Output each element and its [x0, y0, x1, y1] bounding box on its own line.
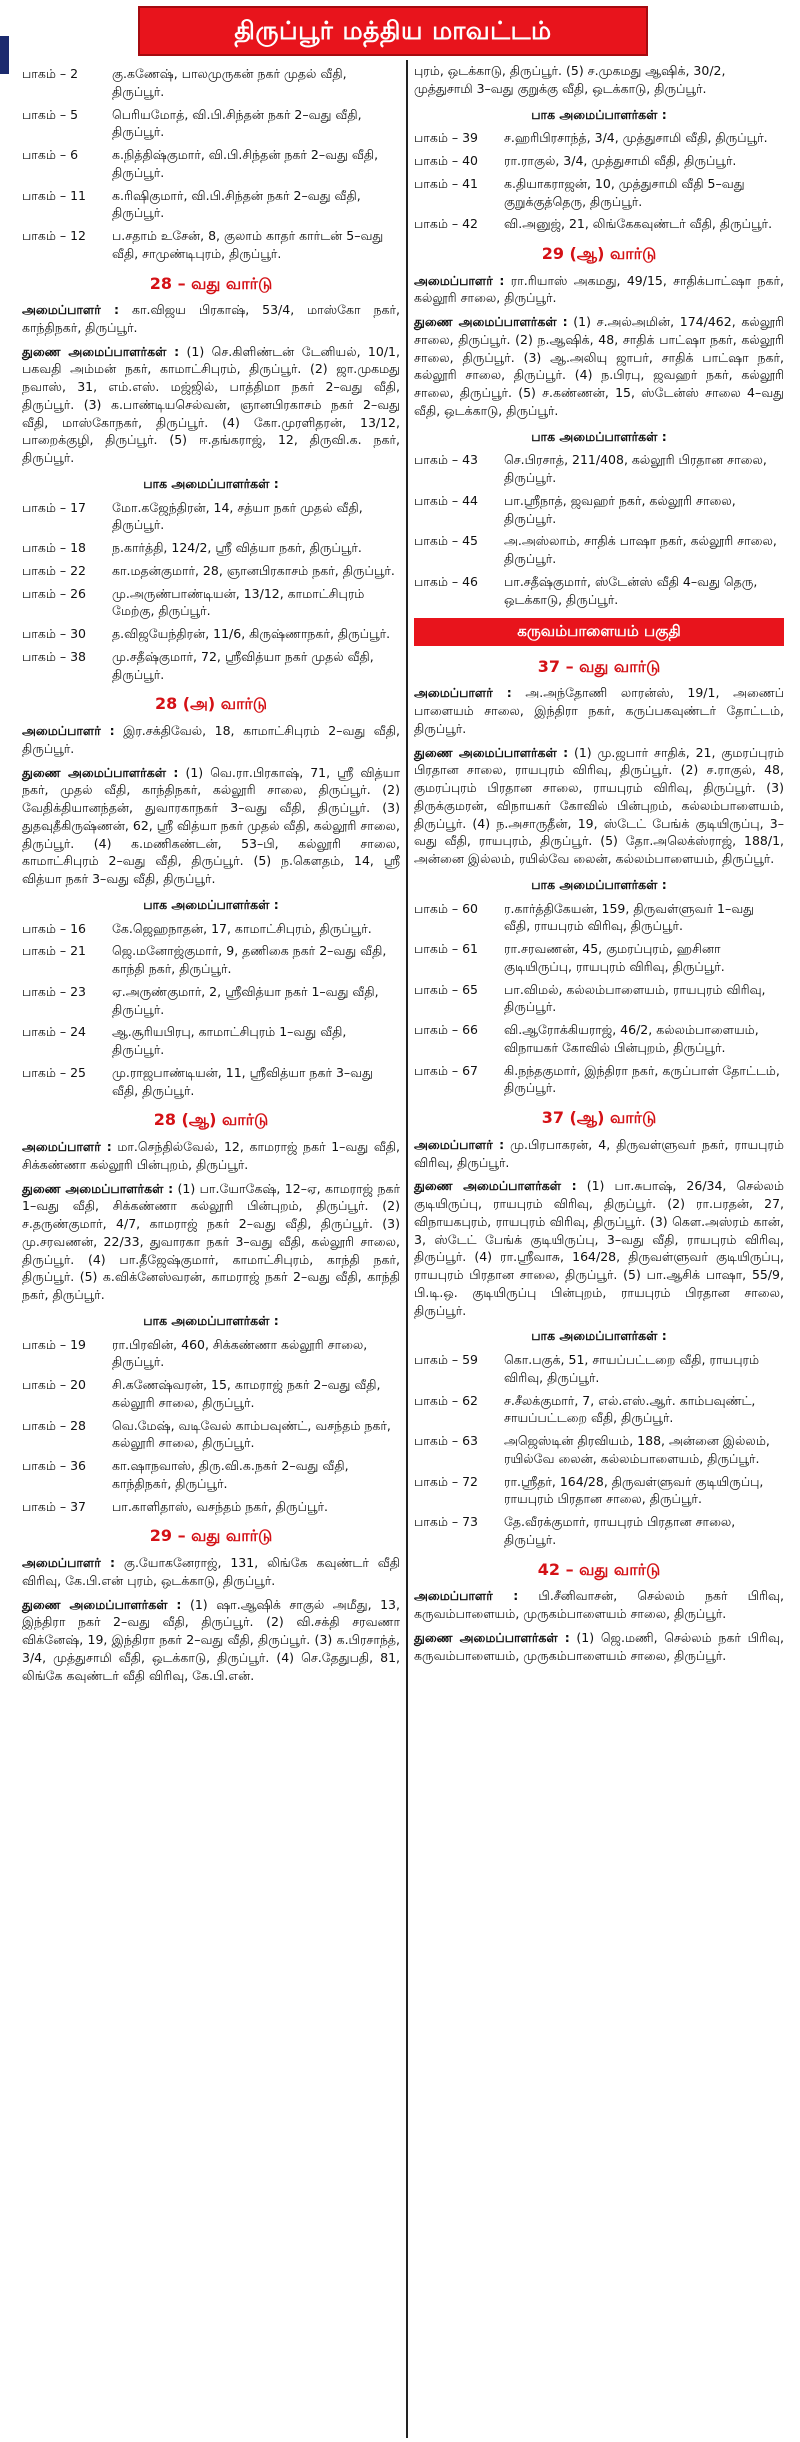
- booth-text: அஜெஸ்டின் திரவியம், 188, அன்னை இல்லம், ரயில்வே லைன், கல்லம்பாளையம், திருப்பூர்.: [504, 1433, 770, 1466]
- booth-text: த.விஜயேந்திரன், 11/6, கிருஷ்ணாநகர், திருப்பூர்.: [112, 626, 391, 642]
- booth-text: செ.பிரசாத், 211/408, கல்லூரி பிரதான சாலை, திருப்பூர்.: [504, 452, 767, 486]
- organizer-text: கு.யோகனேராஜ், 131, லிங்கே கவுண்டர் வீதி விரிவு, கே.பி.என் புரம், ஒடக்காடு, திருப்பூர்.: [22, 1555, 400, 1588]
- booth-label: பாகம் – 17: [22, 499, 86, 515]
- booth-label: பாகம் – 22: [22, 562, 86, 578]
- booth-label: பாகம் – 5: [22, 106, 79, 122]
- booth-text: கொ.பகுக், 51, சாயப்பட்டறை வீதி, ராயபுரம் விரிவு, திருப்பூர்.: [504, 1352, 760, 1385]
- booth-text: ரா.சரவணன், 45, குமரப்புரம், ஹசினா குடியிருப்பு, ராயபுரம் விரிவு, திருப்பூர்.: [504, 941, 725, 974]
- organizer-label: அமைப்பாளர் :: [414, 1588, 519, 1604]
- booth-text: க.நித்திஷ்குமார், வி.பி.சிந்தன் நகர் 2–வது வீதி, திருப்பூர்.: [112, 147, 379, 180]
- ward-29-aa: [414, 243, 784, 608]
- booth-text: மு.சதீஷ்குமார், 72, ஸ்ரீவித்யா நகர் முதல் வீதி, திருப்பூர்.: [112, 648, 374, 682]
- booth-organizers-heading: பாக அமைப்பாளர்கள் :: [531, 106, 667, 122]
- booth-text: கி.நந்தகுமார், இந்திரா நகர், கருப்பாள் தோட்டம், திருப்பூர்.: [504, 1062, 780, 1096]
- booth-entry: [22, 1023, 400, 1059]
- ward-organizer: [414, 1587, 784, 1623]
- booth-label: பாகம் – 63: [414, 1433, 478, 1449]
- ward-title: 29 (ஆ) வார்டு: [541, 244, 657, 263]
- booth-text: ரா.பிரவின், 460, சிக்கண்ணா கல்லூரி சாலை, திருப்பூர்.: [112, 1336, 368, 1370]
- ward-organizer: [414, 684, 784, 737]
- organizer-label: அமைப்பாளர் :: [414, 1136, 505, 1152]
- deputies-text: (1) மு.ஜபார் சாதிக், 21, குமரப்புரம் பிரதான சாலை, ராயபுரம் விரிவு, திருப்பூர். (2) ச.ராகுல், 48, குமரப்புரம் பிரதான சாலை, ராயபுரம் விரிவு, திருப்பூர். (3) திருக்குமரன், விநாயகர் கோவில் பின்புறம், கல்லம்பாளையம், திருப்பூர். (4) ந.அசாருதீன், 19, ஸ்டேட் பேங்க் குடியிருப்பு, 3–வது வீதி, ராயபுரம், திருப்பூர். (5) தோ.அலெக்ஸ்ராஜ், 188/1, அன்னை இல்லம், ரயில்வே லைன், கல்லம்பாளையம், திருப்பூர்.: [414, 744, 784, 867]
- booth-label: பாகம் – 28: [22, 1417, 86, 1433]
- ward-deputies: [414, 744, 784, 868]
- deputies-label: துணை அமைப்பாளர்கள் :: [22, 343, 180, 359]
- booth-text: ஏ.அருண்குமார், 2, ஸ்ரீவித்யா நகர் 1–வது வீதி, திருப்பூர்.: [112, 983, 379, 1017]
- ward-organizer: [22, 722, 400, 758]
- booth-label: பாகம் – 30: [22, 626, 86, 642]
- ward-28-a: [22, 693, 400, 1099]
- booth-text: அ.அஸ்லாம், சாதிக் பாஷா நகர், கல்லூரி சாலை, திருப்பூர்.: [504, 533, 777, 567]
- booth-label: பாகம் – 19: [22, 1336, 86, 1352]
- booth-entry: [22, 106, 400, 142]
- ward-37: [414, 656, 784, 1097]
- booth-text: தே.வீரக்குமார், ராயபுரம் பிரதான சாலை, திருப்பூர்.: [504, 1514, 736, 1547]
- booth-entry: [414, 492, 784, 528]
- booth-label: பாகம் – 59: [414, 1352, 478, 1368]
- booth-entry: [22, 539, 400, 557]
- ward-title: 28 (அ) வார்டு: [154, 694, 268, 714]
- organizer-label: அமைப்பாளர் :: [22, 1139, 112, 1155]
- booth-entry: [22, 65, 400, 101]
- booth-label: பாகம் – 37: [22, 1498, 86, 1514]
- booth-entry: [414, 1392, 784, 1428]
- booth-text: பெரியமோத், வி.பி.சிந்தன் நகர் 2–வது வீதி, திருப்பூர்.: [112, 106, 362, 140]
- booth-text: க.தியாகராஜன், 10, முத்துசாமி வீதி 5–வது குறுக்குத்தெரு, திருப்பூர்.: [504, 175, 745, 209]
- booth-entry: [414, 532, 784, 568]
- booth-entry: [22, 146, 400, 182]
- booth-label: பாகம் – 41: [414, 175, 478, 191]
- ward-title: 29 – வது வார்டு: [149, 1526, 273, 1546]
- booth-label: பாகம் – 11: [22, 187, 86, 203]
- booth-entry: [414, 1473, 784, 1509]
- booth-label: பாகம் – 12: [22, 228, 86, 243]
- booth-label: பாகம் – 61: [414, 941, 478, 957]
- ward-organizer: [414, 1136, 784, 1172]
- booth-organizers-heading: பாக அமைப்பாளர்கள் :: [143, 896, 279, 912]
- booth-entry: [414, 940, 784, 976]
- page-title: திருப்பூர் மத்திய மாவட்டம்: [138, 6, 648, 56]
- organizer-text: மா.செந்தில்வேல், 12, காமராஜ் நகர் 1–வது வீதி, சிக்கண்ணா கல்லூரி பின்புறம், திருப்பூர்.: [22, 1139, 400, 1172]
- booth-label: பாகம் – 60: [414, 900, 478, 916]
- booth-label: பாகம் – 6: [22, 147, 79, 162]
- organizer-label: அமைப்பாளர் :: [22, 1555, 116, 1571]
- booth-label: பாகம் – 65: [414, 981, 478, 997]
- booth-label: பாகம் – 40: [414, 153, 478, 168]
- left-column: [22, 62, 400, 1690]
- booth-text: மோ.கஜேந்திரன், 14, சத்யா நகர் முதல் வீதி, திருப்பூர்.: [112, 499, 363, 533]
- ward-28-aa: [22, 1109, 400, 1515]
- ward-organizer: [22, 1554, 400, 1590]
- booth-text: ரா.ராகுல், 3/4, முத்துசாமி வீதி, திருப்பூர்.: [504, 153, 737, 168]
- booth-text: மு.அருண்பாண்டியன், 13/12, காமாட்சிபுரம் மேற்கு, திருப்பூர்.: [112, 585, 365, 619]
- booth-entry: [22, 562, 400, 580]
- booth-label: பாகம் – 44: [414, 492, 478, 508]
- booth-label: பாகம் – 67: [414, 1062, 478, 1078]
- ward-29: [22, 1525, 400, 1684]
- booth-entry: [22, 1376, 400, 1412]
- booth-label: பாகம் – 20: [22, 1377, 86, 1393]
- booth-entry: [22, 499, 400, 535]
- ward-title: 42 – வது வார்டு: [537, 1559, 661, 1579]
- booth-entry: [22, 1417, 400, 1453]
- ward-title: 28 – வது வார்டு: [149, 273, 273, 293]
- booth-entry: [22, 920, 400, 938]
- booth-entry: [414, 1513, 784, 1549]
- booth-label: பாகம் – 16: [22, 920, 86, 936]
- booth-text: ப.சதாம் உசேன், 8, குலாம் காதர் கார்டன் 5–வது வீதி, சாமுண்டிபுரம், திருப்பூர்.: [112, 228, 384, 261]
- deputies-label: துணை அமைப்பாளர்கள் :: [414, 314, 568, 330]
- organizer-text: மு.பிரபாகரன், 4, திருவள்ளுவர் நகர், ராயபுரம் விரிவு, திருப்பூர்.: [414, 1136, 784, 1170]
- booth-label: பாகம் – 26: [22, 585, 86, 601]
- booth-label: பாகம் – 36: [22, 1458, 86, 1474]
- ward-deputies: [414, 1629, 784, 1665]
- ward-title: 37 – வது வார்டு: [537, 656, 661, 676]
- booth-entry: [22, 227, 400, 263]
- booth-text: கா.மதன்குமார், 28, ஞானபிரகாசம் நகர், திருப்பூர்.: [112, 562, 395, 578]
- booth-entry: [22, 648, 400, 684]
- deputies-label: துணை அமைப்பாளர்கள் :: [22, 764, 179, 780]
- booth-label: பாகம் – 45: [414, 533, 478, 549]
- deputies-label: துணை அமைப்பாளர்கள் :: [22, 1180, 174, 1196]
- deputies-text: (1) வெ.ரா.பிரகாஷ், 71, ஸ்ரீ வித்யா நகர், முதல் வீதி, காந்திநகர், கல்லூரி சாலை, திருப்பூர். (2) வேதிக்தியானந்தன், துவாரகாநகர் 3–வது வீதி, திருப்பூர். (3) துதவுதீகிருஷ்ணன், 62, ஸ்ரீ வித்யா நகர் முதல் வீதி, கல்லூரி சாலை, திருப்பூர். (4) க.மணிகண்டன், 53–பி, கல்லூரி சாலை, காமாட்சிபுரம் 2–வது வீதி, திருப்பூர். (5) ந.கெளதம், 14, ஸ்ரீ வித்யா நகர் 3–வது வீதி, திருப்பூர்.: [22, 764, 401, 887]
- organizer-text: கா.விஜய பிரகாஷ், 53/4, மாஸ்கோ நகர், காந்திநகர், திருப்பூர்.: [22, 302, 400, 335]
- ward-37-aa: [414, 1107, 784, 1548]
- booth-label: பாகம் – 46: [414, 573, 478, 589]
- deputies-text: (1) பா.சுபாஷ், 26/34, செல்லம் குடியிருப்பு, ராயபுரம் விரிவு, திருப்பூர். (2) ரா.பரதன், 27, விநாயகபுரம், ராயபுரம் விரிவு, திருப்பூர். (3) கெள.அஸ்ரம் கான், 3, ஸ்டேட் பேங்க் குடியிருப்பு, 3–வது வீதி, ராயபுரம் விரிவு, திருப்பூர். (4) ரா.ஸ்ரீவாசு, 164/28, திருவள்ளுவர் குடியிருப்பு, ராயபுரம் பிரதான சாலை, திருப்பூர். (5) பா.ஆசிக் பாஷா, 55/9, பி.டி.ஒ. குடியிருப்பு பின்புறம், ராயபுரம் பிரதான சாலை, திருப்பூர்.: [414, 1178, 784, 1318]
- organizer-label: அமைப்பாளர் :: [22, 723, 115, 739]
- booth-label: பாகம் – 62: [414, 1392, 478, 1408]
- ward-deputies: [22, 764, 400, 888]
- booth-label: பாகம் – 72: [414, 1473, 478, 1489]
- deputies-label: துணை அமைப்பாளர்கள் :: [22, 1596, 182, 1612]
- booth-entry: [414, 1432, 784, 1468]
- booth-organizers-heading: பாக அமைப்பாளர்கள் :: [143, 1312, 279, 1328]
- booth-text: கு.கணேஷ், பாலமுருகன் நகர் முதல் வீதி, திருப்பூர்.: [112, 66, 347, 99]
- organizer-text: அ.அந்தோணி லாரன்ஸ், 19/1, அணைப் பாளையம் சாலை, இந்திரா நகர், கருப்பகவுண்டர் தோட்டம், திருப்பூர்.: [414, 685, 784, 736]
- booth-text: ந.கார்த்தி, 124/2, ஸ்ரீ வித்யா நகர், திருப்பூர்.: [112, 540, 362, 556]
- organizer-label: அமைப்பாளர் :: [22, 302, 120, 318]
- booth-label: பாகம் – 43: [414, 452, 478, 468]
- booth-entry: [414, 573, 784, 609]
- ward-title: 28 (ஆ) வார்டு: [153, 1110, 269, 1130]
- booth-label: பாகம் – 2: [22, 66, 79, 81]
- booth-label: பாகம் – 24: [22, 1024, 86, 1040]
- booth-entry: [414, 451, 784, 487]
- booth-text: பா.ஸ்ரீநாத், ஜவஹர் நகர், கல்லூரி சாலை, திருப்பூர்.: [504, 492, 736, 526]
- booth-entry: [414, 215, 784, 233]
- booth-label: பாகம் – 66: [414, 1022, 478, 1038]
- ward-organizer: [414, 272, 784, 308]
- booth-entry: [414, 1062, 784, 1098]
- booth-text: மு.ராஜபாண்டியன், 11, ஸ்ரீவித்யா நகர் 3–வது வீதி, திருப்பூர்.: [112, 1064, 373, 1098]
- booth-entry: [414, 981, 784, 1017]
- right-column: [414, 62, 784, 1670]
- booth-text: க.ரிஷிகுமார், வி.பி.சிந்தன் நகர் 2–வது வீதி, திருப்பூர்.: [112, 187, 361, 221]
- deputies-text: (1) ச.அல்அமின், 174/462, கல்லூரி சாலை, திருப்பூர். (2) ந.ஆஷிக், 48, சாதிக் பாட்ஷா நகர், கல்லூரி சாலை, திருப்பூர். (3) ஆ.அலியு ஜாபர், சாதிக் பாட்ஷா நகர், கல்லூரி சாலை, திருப்பூர். (4) ந.பிரபு, ஜவஹர் நகர், கல்லூரி சாலை, திருப்பூர். (5) ச.கண்ணன், 15, ஸ்டேன்ஸ் சாலை 4–வது வீதி, ஒடக்காடு, திருப்பூர்.: [414, 314, 784, 418]
- booth-entry: [414, 129, 784, 147]
- booth-organizers-heading: பாக அமைப்பாளர்கள் :: [531, 428, 667, 444]
- ward-42: [414, 1559, 784, 1665]
- organizer-label: அமைப்பாளர் :: [414, 685, 512, 701]
- booth-text: ரா.ஸ்ரீதர், 164/28, திருவள்ளுவர் குடியிருப்பு, ராயபுரம் பிரதான சாலை, திருப்பூர்.: [504, 1473, 764, 1507]
- deputies-label: துணை அமைப்பாளர்கள் :: [414, 1178, 577, 1194]
- booth-label: பாகம் – 42: [414, 216, 478, 232]
- booth-entry: [22, 1498, 400, 1516]
- left-accent-bar: [0, 36, 9, 74]
- booth-entry: [414, 152, 784, 170]
- deputies-text: (1) ஷா.ஆஷிக் சாகுல் அமீது, 13, இந்திரா நகர் 2–வது வீதி, திருப்பூர். (2) வி.சக்தி சரவணா விக்னேஷ், 19, இந்திரா நகர் 2–வது வீதி, திருப்பூர். (3) க.பிரசாந்த், 3/4, முத்துசாமி வீதி, ஒடக்காடு, திருப்பூர். (4) செ.தேதுபதி, 81, லிங்கே கவுண்டர் வீதி விரிவு, கே.பி.என்.: [22, 1596, 400, 1683]
- booth-entry: [22, 1336, 400, 1372]
- deputies-text: (1) செ.கிளிண்டன் டேனியல், 10/1, பகவதி அம்மன் நகர், காமாட்சிபுரம், திருப்பூர். (2) ஜா.முகமது நவாஸ், 31, எம்.எஸ். மஜ்ஜில், பாத்திமா நகர் 2–வது வீதி, திருப்பூர். (3) க.பாண்டியசெல்வன், ஞானபிரகாசம் நகர் 2–வது வீதி, மாஸ்கோநகர், திருப்பூர். (4) கோ.முரளிதரன், 13/12, பாறைக்குழி, திருப்பூர். (5) ஈ.தங்கராஜ், 12, திருவி.க. நகர், திருப்பூர்.: [22, 343, 400, 466]
- deputies-text: (1) ஜெ.மணி, செல்லம் நகர் பிரிவு, கருவம்பாளையம், முருகம்பாளையம் சாலை, திருப்பூர்.: [414, 1629, 784, 1663]
- booth-text: கே.ஜெஹநாதன், 17, காமாட்சிபுரம், திருப்பூர்.: [112, 920, 372, 936]
- booth-text: ஆ.சூரியபிரபு, காமாட்சிபுரம் 1–வது வீதி, திருப்பூர்.: [112, 1024, 347, 1058]
- booth-text: வி.ஆரோக்கியராஜ், 46/2, கல்லம்பாளையம், விநாயகர் கோவில் பின்புறம், திருப்பூர்.: [504, 1022, 759, 1055]
- organizer-label: அமைப்பாளர் :: [414, 272, 505, 288]
- continued-text: புரம், ஒடக்காடு, திருப்பூர். (5) ச.முகமது ஆஷிக், 30/2, முத்துசாமி 3–வது குறுக்கு வீதி, ஒடக்காடு, திருப்பூர்.: [414, 63, 726, 96]
- deputies-text: (1) பா.யோகேஷ், 12–ஏ, காமராஜ் நகர் 1–வது வீதி, சிக்கண்ணா கல்லூரி பின்புறம், திருப்பூர். (2) ச.தருண்குமார், 4/7, காமராஜ் நகர் 2–வது வீதி, திருப்பூர். (3) மு.சரவணன், 22/33, துவாரகா நகர் 3–வது வீதி, கல்லூரி சாலை, திருப்பூர். (4) பா.தீஜேஷ்குமார், காமாட்சிபுரம், காந்தி நகர், திருப்பூர். (5) க.விக்னேஸ்வரன், காமராஜ் நகர் 2–வது வீதி, காந்தி நகர், திருப்பூர்.: [22, 1180, 400, 1303]
- ward-deputies: [414, 313, 784, 420]
- booth-label: பாகம் – 18: [22, 540, 86, 556]
- booth-entry: [22, 1457, 400, 1493]
- booth-text: வெ.மேஷ், வடிவேல் காம்பவுண்ட், வசந்தம் நகர், கல்லூரி சாலை, திருப்பூர்.: [112, 1417, 391, 1451]
- ward-title: 37 (ஆ) வார்டு: [541, 1108, 657, 1128]
- booth-entry: [22, 1064, 400, 1100]
- booth-organizers-heading: பாக அமைப்பாளர்கள் :: [531, 1328, 667, 1344]
- booth-label: பாகம் – 38: [22, 648, 86, 664]
- ward-28: [22, 273, 400, 684]
- booth-text: பா.விமல், கல்லம்பாளையம், ராயபுரம் விரிவு, திருப்பூர்.: [504, 981, 766, 1015]
- booth-text: பா.சதீஷ்குமார், ஸ்டேன்ஸ் வீதி 4–வது தெரு, ஒடக்காடு, திருப்பூர்.: [504, 573, 758, 607]
- organizer-text: இர.சக்திவேல், 18, காமாட்சிபுரம் 2–வது வீதி, திருப்பூர்.: [22, 723, 400, 756]
- booth-entry: [22, 625, 400, 643]
- booth-label: பாகம் – 73: [414, 1514, 478, 1530]
- booth-text: சி.கணேஷ்வரன், 15, காமராஜ் நகர் 2–வது வீதி, கல்லூரி சாலை, திருப்பூர்.: [112, 1377, 381, 1410]
- booth-entry: [414, 175, 784, 211]
- section-heading: கருவம்பாளையம் பகுதி: [414, 618, 784, 645]
- booth-label: பாகம் – 21: [22, 943, 86, 959]
- booth-text: ச.சீலக்குமார், 7, எல்.எஸ்.ஆர். காம்பவுண்ட், சாயப்பட்டறை வீதி, திருப்பூர்.: [504, 1392, 756, 1426]
- booth-text: ஜெ.மனோஜ்குமார், 9, தணிகை நகர் 2–வது வீதி, காந்தி நகர், திருப்பூர்.: [112, 943, 387, 977]
- booth-label: பாகம் – 39: [414, 130, 478, 146]
- column-divider: [406, 60, 408, 2438]
- ward-organizer: [22, 1138, 400, 1174]
- ward-deputies: [414, 1177, 784, 1319]
- booth-label: பாகம் – 23: [22, 983, 86, 999]
- deputies-label: துணை அமைப்பாளர்கள் :: [414, 744, 569, 760]
- booth-entry: [22, 983, 400, 1019]
- booth-entry: [22, 942, 400, 978]
- booth-text: பா.காளிதாஸ், வசந்தம் நகர், திருப்பூர்.: [112, 1498, 328, 1514]
- organizer-text: பி.சீனிவாசன், செல்லம் நகர் பிரிவு, கருவம்பாளையம், முருகம்பாளையம் சாலை, திருப்பூர்.: [414, 1588, 784, 1622]
- booth-entry: [414, 1351, 784, 1387]
- booth-list-top: [22, 65, 400, 263]
- booth-text: கா.ஷாநவாஸ், திரு.வி.க.நகர் 2–வது வீதி, காந்திநகர், திருப்பூர்.: [112, 1458, 349, 1491]
- ward-organizer: [22, 301, 400, 337]
- booth-text: வி.அனுஜ், 21, லிங்கேகவுண்டர் வீதி, திருப்பூர்.: [504, 216, 773, 232]
- booth-text: ச.ஹரிபிரசாந்த், 3/4, முத்துசாமி வீதி, திருப்பூர்.: [504, 130, 768, 146]
- organizer-text: ரா.ரியாஸ் அகமது, 49/15, சாதிக்பாட்ஷா நகர், கல்லூரி சாலை, திருப்பூர்.: [414, 272, 785, 306]
- booth-label: பாகம் – 25: [22, 1064, 86, 1080]
- booth-entry: [414, 1021, 784, 1057]
- deputies-label: துணை அமைப்பாளர்கள் :: [414, 1629, 570, 1645]
- booth-text: ர.கார்த்திகேயன், 159, திருவள்ளுவர் 1–வது வீதி, ராயபுரம் விரிவு, திருப்பூர்.: [504, 900, 754, 934]
- ward-deputies: [22, 1596, 400, 1685]
- booth-entry: [414, 900, 784, 936]
- ward-deputies: [22, 343, 400, 467]
- booth-organizers-heading: பாக அமைப்பாளர்கள் :: [143, 475, 279, 491]
- booth-organizers-heading: பாக அமைப்பாளர்கள் :: [531, 876, 667, 892]
- ward-deputies: [22, 1180, 400, 1304]
- booth-entry: [22, 187, 400, 223]
- booth-entry: [22, 585, 400, 621]
